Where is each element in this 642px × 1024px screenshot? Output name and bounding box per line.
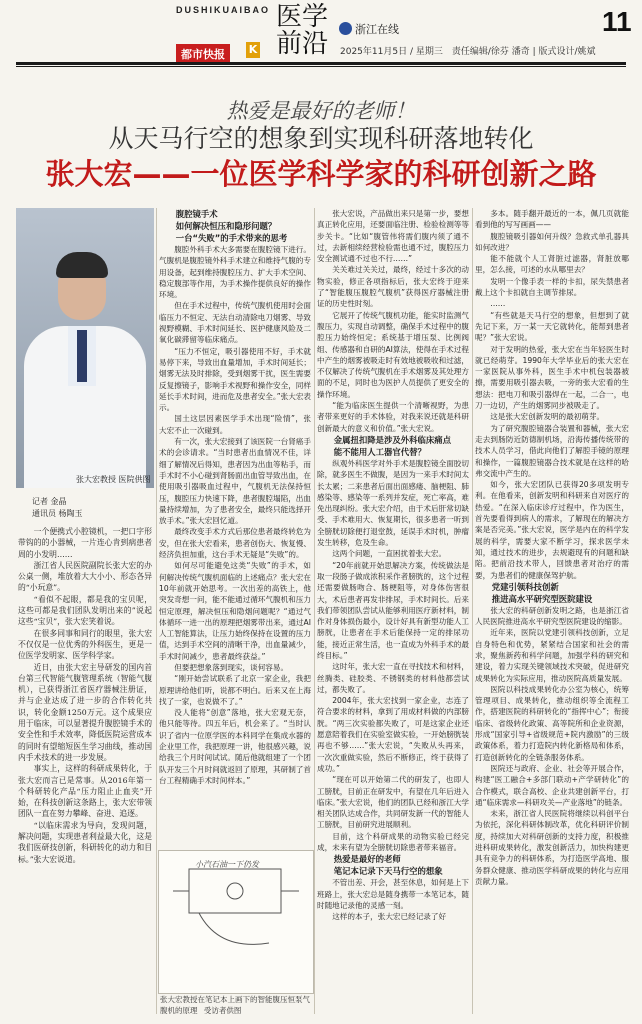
body-paragraph: 张大宏说，产品做出来只是第一步，要想真正转化应用，还要面临注册、检验检测等等步关卡。“比如“腹管伟将需们腹内须了通不过，去新相续经营检验需也通不过，腹腔压力安全测试通不过也不行……” (317, 209, 469, 264)
dateline: 2025年11月5日 / 星期三 责任编辑/徐芬 潘奇 | 版式设计/姚斌 (340, 47, 596, 57)
body-paragraph: 目前，这个科研成果的动物实验已经完成，未来有望为全膀胱切除患者带来福音。 (317, 831, 469, 853)
byline (32, 496, 83, 520)
body-paragraph: “现在可以开始第二代的研发了，也即人工膀胱，目前正在研发中，有望在几年后进入临床。”张大宏说，他们的团队已经和浙江大学相关团队达成合作，共同研发新一代的智能人工膀胱，目前研究进展顺利。 (317, 775, 469, 830)
body-paragraph: 医院以科技成果转化办公室为核心，统筹管理项目、成果转化，推动组织等全流程工作，搭建医院的科研转化的“指挥中心”；衔接临床、省级转化政策、高等院所和企业资源，形成“国家引导+省级规范+院内激励”的三级政策体系，着力打造院内转化新格局和体系，打造创新转化的全链条服务体系。 (475, 684, 629, 762)
body-paragraph: 对于发明的热爱，张大宏在当年轻医生时就已经萌芽。1990年大学毕业后的张大宏在一家医院从事外科，医生手术中机包装器被擦，需要用吸引器去吸，一旁的张大宏看的生想法：把电刀和吸引器焊在一起，二合一，电刀一边切，产生的烟雾同步被吸走了。 (475, 344, 629, 411)
notebook-sketch-photo (158, 850, 314, 994)
sketch-caption (160, 994, 310, 1016)
masthead-rule-thin (16, 66, 626, 67)
body-paragraph: 未来，浙江省人民医院将继续以科创平台为依托，深化科研体制改革，优化科研评价制度，持续加大对科研创新的支持力度，积极推进科研成果转化，激发创新活力，加快构建更具有竞争力的科研体系，为打造医学高地、服务群众健康、推动医学科研成果的转化与应用贡献力量。 (475, 809, 629, 886)
section-subheading: 一台“失败”的手术带来的思考 (175, 233, 288, 243)
body-paragraph: “有些就是天马行空的想象，但想到了就先记下来，万一某一天它就转化，能帮到患者呢？”张大宏说。 (475, 310, 629, 343)
zjol-logo-icon (339, 22, 352, 35)
body-paragraph: 浙江省人民医院副院长张大宏的办公桌一侧，堆放着大大小小、形态各异的“小玩意”。 (18, 560, 152, 593)
body-paragraph: “20年前就开始思解决方案，传统做法是取一段肠子做成浓积采作者膀胱的，这个过程还需要做肠吻合、肠梗阻等，对身体伤害很大，术后患者再发非排尿，手术时间长。后来我们带领团队尝试从能够利用医疗新材料，制作对身体损伤最小，设计好具有新型功能人工膀胱，让患者在手术后能保持一定的排尿功能，接近正常生活，也一直成为外科手术的最终目标。” (317, 560, 469, 660)
body-paragraph: 近年来，医院以党建引领科技创新，立足自身特色和优势，紧紧结合国家和社会的需求，聚焦新药和科学问题，加强学科的研究和建设，着力实现关键领域技术突破，促进研究成果转化为实际应用，推动医院高质量发展。 (475, 628, 629, 683)
body-paragraph: 为了研究腹腔镜器合装置和器械，张大宏走去到肠防近防德制机场，沿海传播传统带的技术人员学习，借此向他们了解腔手镜的原理和操作，一篇腹腔镜器合技术就是在这样的哈弗交流中产生的。 (475, 423, 629, 478)
headline-main: 张大宏——一位医学科学家的科研创新之路 (45, 157, 597, 191)
page-number: 11 (602, 6, 632, 37)
body-paragraph: 这是张大宏创新发明的最初萌芽。 (490, 412, 605, 422)
sketch-handwriting: 小汽石油一下仍发 (195, 860, 259, 869)
body-paragraph: 它展开了传统气腹机功能，能实时监测气腹压力，实现自动调整，确保手术过程中的腹腔压力始终恒定；系统基于增压泵、比例阀组、传感器和自研的AI算法，使得在手术过程中产生的烟雾被吸走时有效地被吸收和过滤，不仅解决了传统气腹机在手术烟雾及其处理方面的不足，同时也为医护人员提供了更安全的操作环境。 (317, 310, 469, 399)
column-divider (472, 208, 473, 1014)
portrait-photo (16, 208, 154, 488)
column-title: 医学前沿 (276, 2, 329, 59)
reporter: 记者 金晶 (32, 497, 67, 506)
column-divider (314, 208, 315, 1014)
section-subheading: 金属扭扣降是涉及外科临床痛点 (333, 434, 452, 445)
body-paragraph: 没人能将“创意”落地，张大宏观无奈，他只能等待。四五年后，机会来了。“当时认识了省内一位原学医的本科同学在集成水器的企业里工作，我把原理一讲，他很感兴趣，说给我三个月时间试试。随后他就组建了一个团队开发三个月时间就返回了原理，其研制了首台工程精确手术时间样本。” (159, 708, 311, 785)
body-paragraph: …… (490, 299, 506, 309)
body-paragraph: 能不能就个人工肾脏过滤器，肾脏放哪里，怎么接，可述的水从哪里去？ (475, 254, 629, 275)
body-paragraph: 但在手术过程中，传统气腹机使用时会面临压力不恒定、无法自动清除电刀烟雾、导致视野模糊、手术时间延长、医护健康风险及二氧化碳滞留等临床痛点。 (159, 301, 311, 345)
tie-shape (77, 330, 87, 382)
body-paragraph: 一个便携式小腔镜机，一把口字形带钩的的小器械，一片连心肯到病患者周的小发明…… (18, 527, 152, 559)
sketch-caption-text: 张大宏教授在笔记本上画下的智能腹压恒泵气腹机的原理 (160, 995, 310, 1015)
body-paragraph: 2004年，张大宏找到一家企业，志连了符合要求的材料，拿到了用成材料做的内部膀胱。“两三次实验都失败了，可是这家企业还愿意陪着我们在实验室做实验，一开始膀胱装再也不够……”张大宏说，“失败从头再来，一次次重做实验，然后不断修正，终于获得了成功。” (317, 696, 469, 773)
body-paragraph: 如今，张大宏团队已获得20多项发明专利。在他看来，创新发明和科研来自对医疗的热爱。“在深入临床诊疗过程中，作为医生，首先要看得到病人的需求，了解现在的解决方案是否完美。”张大宏说，医学是内在的科学发展的科学，需要大家不断学习，探求医学未知，通过技术的进步，去规避现有的问题和缺陷。把前沿技术带人，回馈患者对治疗的需要，为患者们的健康保驾护航。 (475, 480, 629, 580)
article-column-4 (475, 208, 629, 1016)
body-paragraph: 国土这层因素医学手术出现“险情”，张大宏不止一次碰到。 (159, 414, 311, 435)
lead-column (18, 526, 152, 1012)
section-subheading: 推进高水平研究型医院建设 (491, 593, 593, 604)
body-paragraph: “能为临床医生提供一个清晰视野，为患者带来更好的手术体验，对我来说还就是科研创新最大的意义和价值。”张大宏说。 (317, 401, 469, 433)
body-paragraph: 这两个问题，一直困扰着张大宏。 (332, 549, 447, 559)
section-subheading: 党建引领科技创新 (491, 581, 559, 592)
brand-logo: 都市快报 (176, 44, 230, 64)
body-paragraph: 张大宏的科研创新发明之路，也是浙江省人民医院推进高水平研究型医院建设的缩影。 (475, 605, 629, 627)
body-paragraph: 不管出差、开会，甚至休息，如何是上下班路上，张大宏总是随身携带一本笔记本，随时随地记录他的灵感一刻。 (317, 878, 469, 910)
sketch-credit: 受访者供图 (203, 1006, 242, 1015)
photo-caption: 张大宏教授 医院供图 (76, 475, 151, 484)
masthead-pinyin: DUSHIKUAIBAO (176, 5, 271, 15)
body-paragraph: 纵观外科医学对外手术是腹腔镜全面胶切除，就多医生不做腹，是因为一来手术时间太长太累；二来患者后面出面感瘘、脑梗阻、肺感染等、感染等一系列并发症，死亡率高，难免出现纠纷。张大宏介绍，由于术后肝常切缺受、手术难用大、恢复期长，很多患者一听到全膀胱切除便打退堂鼓，延误手术时机，肿瘤发生转移，危及生命。 (317, 458, 469, 548)
body-paragraph: 腹腔外科手术大多需要在腹腔镜下进行。气腹机是腹腔镜外科手术建立和维持气腹的专用设备，起到维持腹腔压力、扩大手术空间、稳定腹部等作用，为手术操作提供良好的操作环境。 (159, 245, 311, 300)
body-paragraph: 在很多同事和同行的眼里，张大宏不仅仅是一位优秀的外科医生，更是一位医学发明家、医学科学家。 (18, 628, 152, 661)
body-paragraph: 近日，由张大宏主导研发的国内首台第三代智能气腹管理系统（智能气腹机），已获得浙江省医疗器械注册证，并与企业达成了进一步的合作转化共识，转化金额1250万元。这个成果应用于临床，可以显著提升腹腔镜手术的安全性和手术效率，降低医院运营成本的同时有望缩短医生学习曲线，推动国内手术技术的进一步发展。 (18, 662, 152, 762)
body-paragraph: 关关难过关关过，最终，经过十多次的动物实验，修正各项指标后，张大宏终于迎来了“智能腹压腹腔气腹机”获得医疗器械注册证的历史性时刻。 (317, 265, 469, 309)
body-paragraph: “以临床需求为导向，发现问题，解决问题，实现患者利益最大化，这是我们医研技创新，科研转化的动力和目标。”张大宏说道。 (18, 820, 152, 864)
headline-deck: 从天马行空的想象到实现科研落地转化 (108, 124, 534, 153)
article-column-3 (317, 208, 469, 1016)
body-paragraph: 事实上，这样的科研成果转化，于张大宏而言已是常事。从2016年第一个科研转化产品“压力阻止止血夹”开始，在科技创新这条路上，张大宏带领团队一直在努力攀峰、奋进、追逐。 (18, 764, 152, 819)
body-paragraph: “压力不恒定，吸引器使用不好，手术就易停下来，导致出血量增加，手术时间延长；烟雾无法及时排除，受到烟雾干扰，医生需要反复擦镜子，影响手术视野和操作安全，同样延长手术时间，进而危及患者安全。”张大宏表示。 (159, 346, 311, 413)
body-paragraph: “看似不起眼，都是我的宝贝呢，这些可都是我们团队发明出来的”说起这些“宝贝”，张大宏笑着说。 (18, 594, 152, 627)
body-paragraph: 多本。随手翻开最近的一本，佩几页就能看到他的写写画画—— (475, 209, 629, 230)
section-subheading: 能不能用人工器官代替？ (333, 446, 426, 457)
body-paragraph: 有一次，张大宏接到了该医院一台肾癌手术的会诊请求。“当时患者出血情况不佳，详细了解情况后得知，患者因为出血等粘手，而手术时不小心碰到肾肠面出血管导致出血，在使用吸引器吸血过程中，气腹机无法保持恒压，腹腔压力快速下降，患者腹腔塌陷，出血量持续增加，为了患者安全，最终只能选择开放手术。”张大宏回忆道。 (159, 437, 311, 526)
body-paragraph: 发明一个像手表一样的卡扣，尿失禁患者戴上这个卡扣就自主调节排尿。 (475, 276, 629, 298)
article-column-2 (159, 208, 311, 844)
body-paragraph: 腹腔镜吸引器如何升级？急救式单孔器具如何改进？ (475, 231, 629, 252)
body-paragraph: 这时年，张大宏一直在寻找技术和材料，丝腾类、硅胶类、不锈钢类的材料他都尝试过，都失败了。 (317, 662, 469, 694)
body-paragraph: 这样的本子，张大宏已经记录了好 (332, 912, 447, 922)
brand-mark: K (246, 42, 260, 58)
channel-name: 浙江在线 (355, 23, 399, 36)
section-subheading: 热爱是最好的老师 (333, 854, 401, 865)
correspondent: 通讯员 杨陶玉 (32, 509, 83, 518)
body-paragraph: “刚开始尝试联系了北京一家企业，我把原理讲给他们听，说都不明白。后来又在上海找了一家，也说做不了。” (159, 674, 311, 706)
hair-shape (56, 252, 108, 278)
body-paragraph: 但要把想象落到现实，谈何容易。 (174, 662, 289, 672)
body-paragraph: 最终改变手术方式后那位患者最终转危为安，但在张大宏看来，患者创伤大、恢复慢、经济负担加重，这台手术无疑是“失败”的。 (159, 527, 311, 560)
section-subheading: 如何解决恒压和隐形问题？ (175, 221, 277, 231)
body-paragraph: 医院还与政府、企业、社会等开展合作，构建“医工融合+多部门联动+产学研转化”的合作模式，联合高校、企业共建创新平台，打通“临床需求—科研攻关—产业落地”的链条。 (475, 763, 629, 807)
column-divider (156, 208, 157, 1014)
headline-kicker: 热爱是最好的老师！ (226, 99, 416, 123)
body-paragraph: 如何尽可能避免这类“失败”的手术，如何解决传统气腹机面临的上述痛点？张大宏在10年前就开始思考。一次出差的高铁上，他突发奇想一问，能不能通过循环气腹机和压力恒定原理，解决恒压和隐烟问题呢？“通过气体循环一进一出的原理把烟雾带出来，通过AI人工智能算法，让压力始终保持在设置的压力值，达到手术空间的清晰干净，出血量减少，手术时间减少，患者最终获益。” (159, 561, 311, 661)
masthead-rule (16, 62, 626, 65)
section-subheading: 笔记本记录下天马行空的想象 (333, 866, 443, 877)
section-subheading: 腹腔镜手术 (175, 209, 218, 219)
